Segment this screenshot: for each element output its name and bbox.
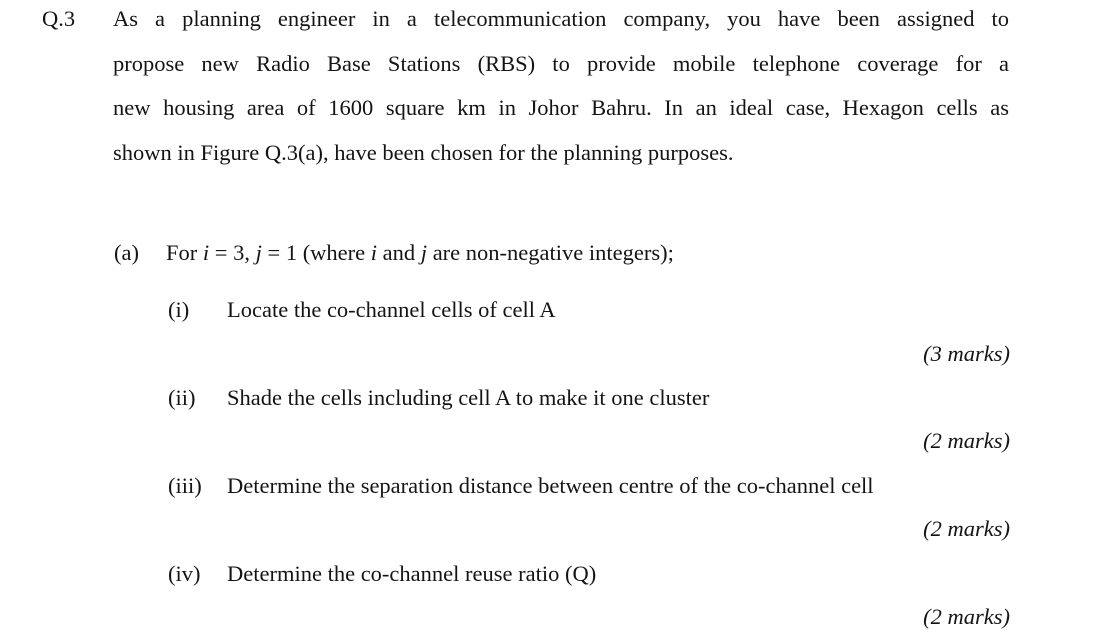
part-a-text-4: and bbox=[377, 240, 421, 265]
subpart-iv-label: (iv) bbox=[168, 561, 201, 586]
question-line-4: shown in Figure Q.3(a), have been chosen for the planning purposes. bbox=[113, 140, 734, 165]
var-j: j bbox=[255, 240, 262, 265]
part-a-text-1: For bbox=[166, 240, 203, 265]
var-j-2: j bbox=[420, 240, 428, 265]
subpart-i-text: Locate the co-channel cells of cell A bbox=[227, 297, 556, 322]
question-line-1: As a planning engineer in a telecommunication company, you have been assigned to bbox=[113, 6, 1009, 31]
part-a-statement bbox=[166, 240, 674, 266]
question-line-3: new housing area of 1600 square km in Johor Bahru. In an ideal case, Hexagon cells as bbox=[113, 95, 1009, 120]
question-line-2: propose new Radio Base Stations (RBS) to provide mobile telephone coverage for a bbox=[113, 51, 1009, 76]
subpart-iii-marks: (2 marks) bbox=[923, 516, 1010, 541]
part-a-text-2: = 3, bbox=[209, 240, 256, 265]
subpart-iii-text: Determine the separation distance between centre of the co-channel cell bbox=[227, 473, 874, 498]
subpart-i-marks: (3 marks) bbox=[923, 341, 1010, 366]
subpart-iii-label: (iii) bbox=[168, 473, 202, 498]
part-a-label: (a) bbox=[114, 240, 139, 265]
subpart-i-label: (i) bbox=[168, 297, 190, 322]
part-a-text-5: are non-negative integers); bbox=[427, 240, 674, 265]
subpart-iv-marks: (2 marks) bbox=[923, 604, 1010, 629]
subpart-ii-label: (ii) bbox=[168, 385, 196, 410]
var-i-2: i bbox=[370, 240, 378, 265]
part-a-text-3: = 1 (where bbox=[261, 240, 371, 265]
var-i: i bbox=[202, 240, 210, 265]
subpart-ii-marks: (2 marks) bbox=[923, 428, 1010, 453]
subpart-ii-text: Shade the cells including cell A to make it one cluster bbox=[227, 385, 710, 410]
subpart-iv-text: Determine the co-channel reuse ratio (Q) bbox=[227, 561, 597, 586]
question-number: Q.3 bbox=[42, 6, 76, 31]
